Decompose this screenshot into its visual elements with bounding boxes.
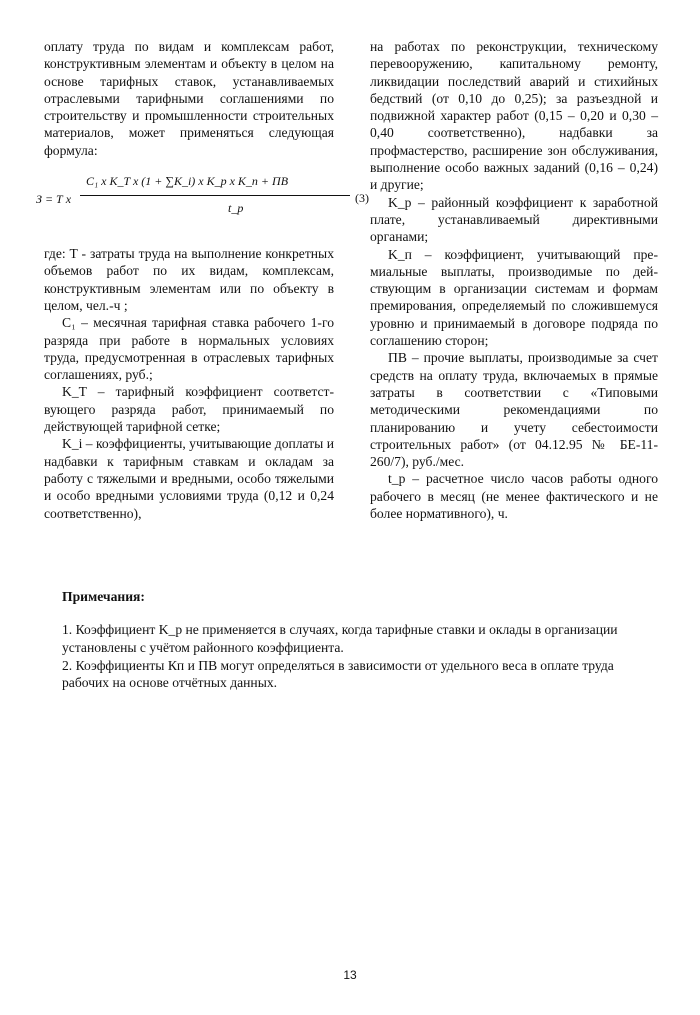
definition-Ki: K_i – коэффициенты, учитывающие доплаты и надбавки к тарифным ставкам и окладам за работу с тяжелыми и вредными, особо тяжелыми и особо вредными условиями труда (0,12 и 0,24 соответственно), [44, 436, 334, 521]
formula-denominator: t_p [228, 201, 244, 216]
formula-3 [36, 165, 369, 241]
intro-paragraph: оплату труда по видам и комплексам работ, конструктивным элементам и объекту в целом на основе тарифных ставок, устанавливаемых отраслевыми тарифными соглашениями по строительству и промышленности строительных материалов, может применяться следующая формула: [44, 39, 334, 158]
formula-numerator: C₁ x K_T x (1 + ∑K_i) x K_p x K_п + ПВ [86, 174, 289, 189]
definition-PV: ПВ – прочие выплаты, производимые за счет средств на оплату труда, включаемых в прямые затраты в соответствии с «Типовыми методическими рекомендациями по планированию и учету себестоимости строительных работ» (от 04.12.95 № БЕ-11-260/7), руб./мес. [370, 350, 658, 470]
definition-KT: K_T – тарифный коэффициент соответствующего разряда работ, принимаемый по действующей тарифной сетке; [44, 384, 334, 435]
definition-Kp: K_р – районный коэффициент к заработной плате, устанавливаемый директивными органами; [370, 194, 658, 245]
formula-lhs: З = Т х [36, 192, 72, 207]
note-item-1: 1. Коэффициент K_р не применяется в случаях, когда тарифные ставки и оклады в организации установлены с учётом районного коэффициента. [62, 622, 618, 655]
notes-title: Примечания: [62, 589, 145, 604]
page-number: 13 [343, 968, 357, 982]
definition-C1: C₁ – месячная тарифная ставка рабочего 1-го разряда при работе в нормальных условиях труда, предусмотренная в отраслевых тарифных соглашениях, руб.; [44, 315, 334, 383]
fraction-bar [80, 195, 350, 196]
definition-T: где: T - затраты труда на выполнение конкретных объемов работ по их видам, комплексам, конструктивным элементам или по объекту в целом, чел.-ч ; [44, 246, 334, 313]
left-column [36, 38, 369, 522]
notes-section [62, 588, 662, 692]
definition-tp: t_р – расчетное число часов работы одного рабочего в месяц (не менее фактического и не более нормативного), ч. [370, 471, 658, 522]
note-item-2: 2. Коэффициенты Кп и ПВ могут определяться в зависимости от удельного веса в оплате труда рабочих на основе отчётных данных. [62, 657, 614, 691]
right-column [370, 38, 658, 522]
definition-Kn: K_п – коэффициент, учитывающий премиальные выплаты, производимые по действующим в организации системам и формам премирования, определяемый по сложившемуся уровню и принимаемый в договоре подряда по соглашению сторон; [370, 246, 658, 349]
definition-Ki-continued: на работах по реконструкции, техническому перевооружению, капитальному ремонту, ликвидации последствий аварий и стихийных бедствий (от 0,10 до 0,25); за разъездной и подвижной характер работ (0,15 – 0,20 и 0,30 – 0,40 соответственно), надбавки за профмастерство, расширение зон обслуживания, выполнение особо важных заданий (0,16 – 0,24) и другие; [370, 39, 658, 193]
formula-number: (3) [355, 191, 369, 206]
